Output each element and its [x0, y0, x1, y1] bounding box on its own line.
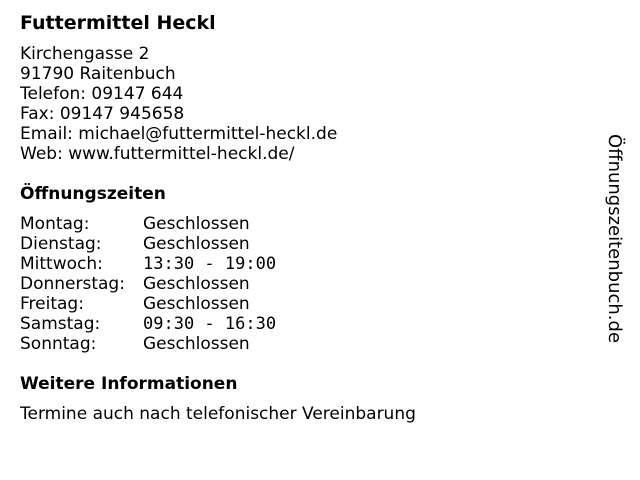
street-address: Kirchengasse 2 [20, 44, 150, 64]
further-info-text: Termine auch nach telefonischer Vereinbarung [20, 404, 416, 424]
hours-value: Geschlossen [143, 214, 250, 234]
phone-number: Telefon: 09147 644 [20, 84, 184, 104]
hours-day: Freitag: [20, 294, 84, 314]
city-postal: 91790 Raitenbuch [20, 64, 176, 84]
hours-day: Mittwoch: [20, 254, 103, 274]
hours-day: Dienstag: [20, 234, 102, 254]
hours-day: Montag: [20, 214, 90, 234]
fax-number: Fax: 09147 945658 [20, 104, 185, 124]
hours-value: Geschlossen [143, 334, 250, 354]
hours-day: Sonntag: [20, 334, 97, 354]
contact-details [20, 44, 337, 164]
hours-day: Donnerstag: [20, 274, 125, 294]
hours-value: 09:30 - 16:30 [143, 314, 277, 334]
email-address: Email: michael@futtermittel-heckl.de [20, 124, 338, 144]
hours-value: 13:30 - 19:00 [143, 254, 277, 274]
hours-value: Geschlossen [143, 294, 250, 314]
hours-value: Geschlossen [143, 234, 250, 254]
brand-watermark [600, 134, 640, 364]
brand-text: Öffnungszeitenbuch.de [604, 134, 625, 344]
website-url: Web: www.futtermittel-heckl.de/ [20, 144, 295, 164]
hours-day: Samstag: [20, 314, 101, 334]
opening-hours-heading: Öffnungszeiten [20, 184, 166, 204]
further-info-heading: Weitere Informationen [20, 374, 238, 394]
business-name: Futtermittel Heckl [20, 12, 216, 34]
hours-value: Geschlossen [143, 274, 250, 294]
